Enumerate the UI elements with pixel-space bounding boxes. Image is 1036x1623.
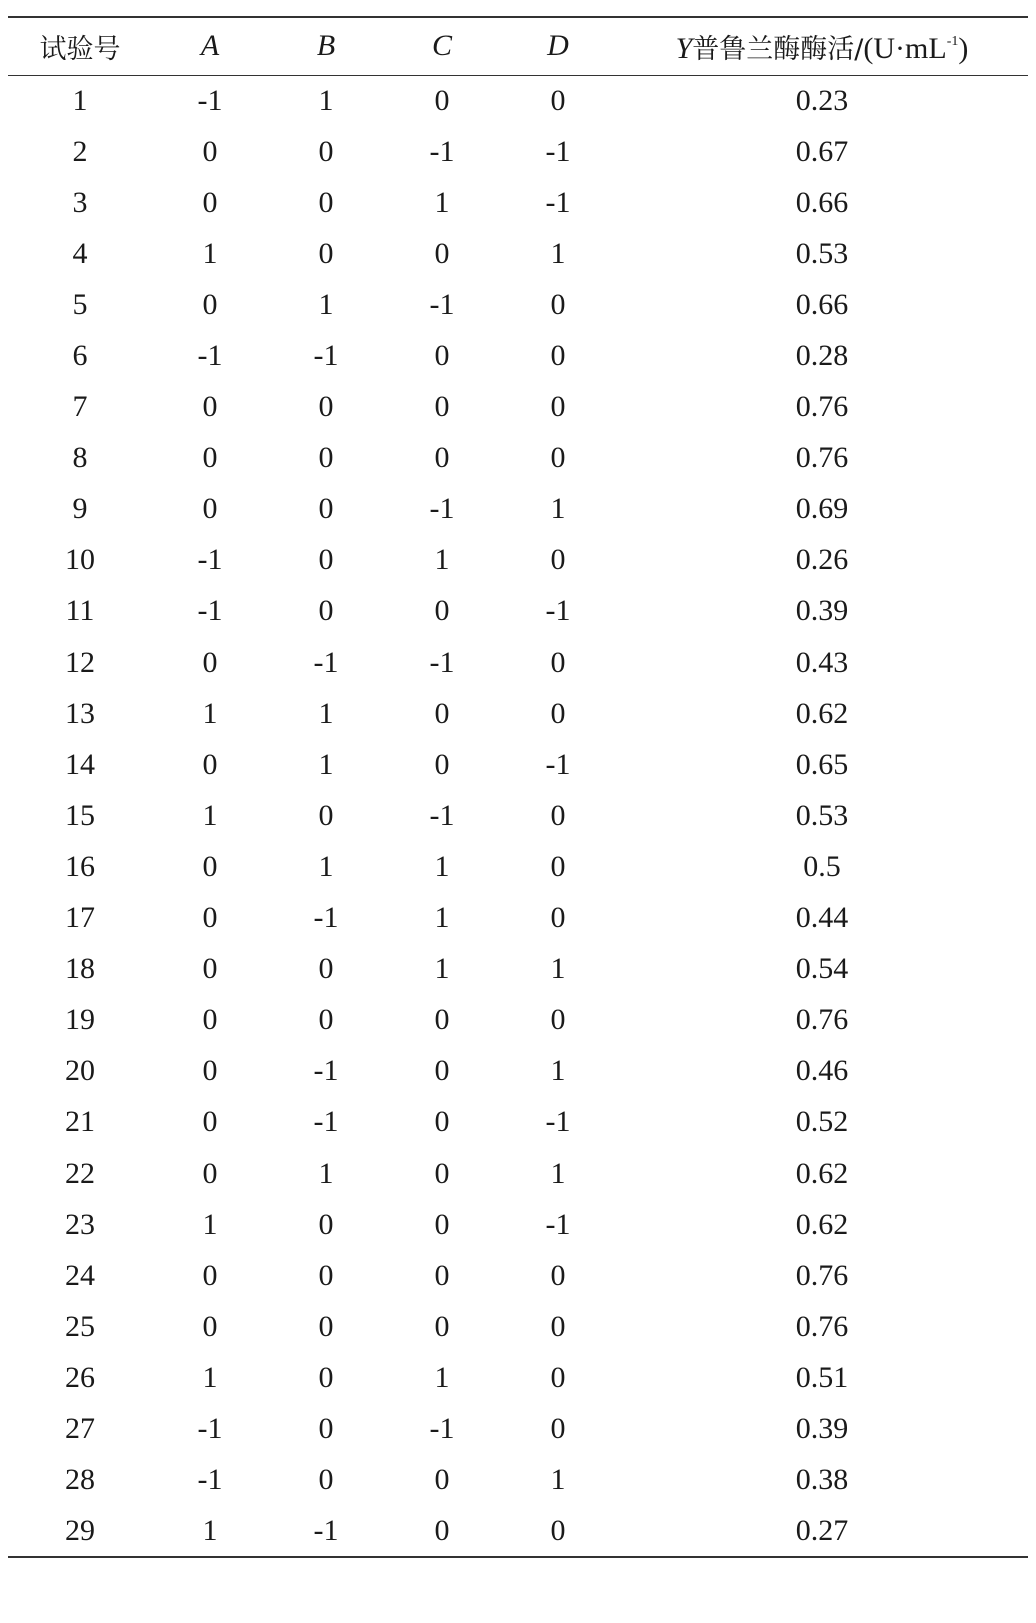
- cell-factor-a: 1: [202, 696, 218, 730]
- cell-factor-c: 0: [434, 339, 450, 373]
- cell-factor-b: 0: [318, 134, 334, 168]
- cell-factor-b: 0: [318, 390, 334, 424]
- cell-factor-d: 0: [550, 798, 566, 832]
- header-factor-a-label: A: [200, 29, 220, 63]
- cell-enzyme-activity: 0.62: [795, 1156, 849, 1190]
- header-y-unit-close: ): [958, 31, 969, 65]
- table-row: [8, 893, 1028, 944]
- cell-factor-d: 0: [550, 1003, 566, 1037]
- cell-enzyme-activity: 0.76: [795, 441, 849, 475]
- table-row: [8, 1250, 1028, 1301]
- cell-factor-c: 1: [434, 901, 450, 935]
- cell-factor-c: 0: [434, 441, 450, 475]
- cell-trial-number: 2: [72, 134, 88, 168]
- cell-factor-d: 1: [550, 1054, 566, 1088]
- cell-factor-d: 0: [550, 849, 566, 883]
- cell-factor-d: 0: [550, 1309, 566, 1343]
- cell-factor-d: 0: [550, 287, 566, 321]
- cell-trial-number: 8: [72, 441, 88, 475]
- cell-enzyme-activity: 0.66: [795, 185, 849, 219]
- cell-factor-c: 1: [434, 1360, 450, 1394]
- cell-factor-c: 0: [434, 1054, 450, 1088]
- cell-factor-a: 0: [202, 952, 218, 986]
- cell-factor-a: 0: [202, 492, 218, 526]
- cell-trial-number: 27: [65, 1411, 95, 1445]
- cell-enzyme-activity: 0.23: [795, 83, 849, 117]
- cell-factor-d: 0: [550, 441, 566, 475]
- cell-enzyme-activity: 0.66: [795, 287, 849, 321]
- cell-factor-b: 0: [318, 952, 334, 986]
- cell-factor-a: 0: [202, 1105, 218, 1139]
- cell-factor-a: 1: [202, 1513, 218, 1547]
- header-y-unit-open: (U·mL: [863, 31, 947, 65]
- cell-trial-number: 5: [72, 287, 88, 321]
- cell-trial-number: 17: [65, 901, 95, 935]
- cell-factor-a: 0: [202, 441, 218, 475]
- cell-trial-number: 6: [72, 339, 88, 373]
- cell-factor-d: 1: [550, 1463, 566, 1497]
- cell-enzyme-activity: 0.62: [795, 1207, 849, 1241]
- cell-trial-number: 24: [65, 1258, 95, 1292]
- cell-factor-c: 0: [434, 390, 450, 424]
- cell-trial-number: 1: [72, 83, 88, 117]
- cell-factor-a: 0: [202, 185, 218, 219]
- table-row: [8, 790, 1028, 841]
- cell-factor-d: 0: [550, 543, 566, 577]
- cell-factor-a: -1: [197, 594, 223, 628]
- cell-factor-c: 0: [434, 1105, 450, 1139]
- cell-factor-a: 0: [202, 1156, 218, 1190]
- cell-factor-c: 0: [434, 1309, 450, 1343]
- cell-factor-d: -1: [545, 594, 571, 628]
- cell-factor-a: -1: [197, 83, 223, 117]
- cell-factor-b: 0: [318, 441, 334, 475]
- cell-factor-d: 0: [550, 1258, 566, 1292]
- table-row: [8, 484, 1028, 535]
- cell-factor-b: 0: [318, 1360, 334, 1394]
- cell-factor-c: 0: [434, 1156, 450, 1190]
- cell-enzyme-activity: 0.26: [795, 543, 849, 577]
- table-row: [8, 841, 1028, 892]
- cell-enzyme-activity: 0.46: [795, 1054, 849, 1088]
- cell-factor-a: -1: [197, 543, 223, 577]
- cell-trial-number: 4: [72, 236, 88, 270]
- cell-trial-number: 23: [65, 1207, 95, 1241]
- header-factor-c: [384, 17, 500, 75]
- cell-factor-b: 1: [318, 83, 334, 117]
- cell-trial-number: 11: [65, 594, 95, 628]
- cell-factor-b: 0: [318, 1463, 334, 1497]
- table-row: [8, 1046, 1028, 1097]
- cell-factor-d: 0: [550, 339, 566, 373]
- table-row: [8, 330, 1028, 381]
- table-row: [8, 1352, 1028, 1403]
- cell-trial-number: 19: [65, 1003, 95, 1037]
- cell-enzyme-activity: 0.76: [795, 1258, 849, 1292]
- table-row: [8, 688, 1028, 739]
- header-trial-number: 试验号: [39, 33, 121, 65]
- cell-factor-a: 0: [202, 849, 218, 883]
- cell-factor-d: 0: [550, 1411, 566, 1445]
- cell-enzyme-activity: 0.38: [795, 1463, 849, 1497]
- table-row: [8, 1148, 1028, 1199]
- cell-factor-b: 0: [318, 594, 334, 628]
- cell-enzyme-activity: 0.27: [795, 1513, 849, 1547]
- cell-factor-c: 0: [434, 594, 450, 628]
- cell-factor-a: 0: [202, 1258, 218, 1292]
- table-row: [8, 535, 1028, 586]
- cell-factor-d: 0: [550, 1360, 566, 1394]
- header-factor-d: [500, 17, 616, 75]
- cell-trial-number: 16: [65, 849, 95, 883]
- cell-factor-b: -1: [313, 1513, 339, 1547]
- cell-factor-a: 0: [202, 901, 218, 935]
- cell-enzyme-activity: 0.76: [795, 390, 849, 424]
- cell-factor-a: 0: [202, 645, 218, 679]
- cell-factor-c: -1: [429, 1411, 455, 1445]
- cell-factor-b: 0: [318, 1207, 334, 1241]
- cell-trial-number: 28: [65, 1463, 95, 1497]
- cell-enzyme-activity: 0.51: [795, 1360, 849, 1394]
- cell-enzyme-activity: 0.43: [795, 645, 849, 679]
- cell-factor-a: 0: [202, 134, 218, 168]
- cell-factor-c: 0: [434, 1258, 450, 1292]
- cell-factor-c: 0: [434, 696, 450, 730]
- cell-factor-b: 1: [318, 747, 334, 781]
- cell-factor-c: 0: [434, 1513, 450, 1547]
- cell-enzyme-activity: 0.65: [795, 747, 849, 781]
- cell-factor-d: 1: [550, 236, 566, 270]
- cell-enzyme-activity: 0.69: [795, 492, 849, 526]
- cell-factor-c: 0: [434, 1463, 450, 1497]
- cell-factor-c: -1: [429, 492, 455, 526]
- experiment-design-table: [8, 16, 1028, 1558]
- cell-factor-b: -1: [313, 1105, 339, 1139]
- cell-factor-d: 0: [550, 1513, 566, 1547]
- cell-factor-d: 0: [550, 83, 566, 117]
- cell-enzyme-activity: 0.53: [795, 798, 849, 832]
- cell-factor-a: -1: [197, 1463, 223, 1497]
- cell-trial-number: 20: [65, 1054, 95, 1088]
- table-row: [8, 1301, 1028, 1352]
- cell-factor-a: 0: [202, 747, 218, 781]
- table-row: [8, 433, 1028, 484]
- header-y-label: 普鲁兰酶酶活/: [692, 33, 864, 65]
- cell-factor-b: -1: [313, 645, 339, 679]
- cell-trial-number: 18: [65, 952, 95, 986]
- cell-factor-b: 0: [318, 236, 334, 270]
- header-factor-d-label: D: [547, 29, 569, 63]
- cell-factor-c: 0: [434, 1003, 450, 1037]
- cell-trial-number: 7: [72, 390, 88, 424]
- cell-factor-d: -1: [545, 185, 571, 219]
- header-row: [8, 17, 1028, 75]
- cell-factor-b: 0: [318, 1003, 334, 1037]
- cell-enzyme-activity: 0.62: [795, 696, 849, 730]
- cell-factor-c: -1: [429, 645, 455, 679]
- cell-factor-c: 1: [434, 952, 450, 986]
- cell-factor-a: 1: [202, 1207, 218, 1241]
- cell-enzyme-activity: 0.39: [795, 1411, 849, 1445]
- cell-enzyme-activity: 0.28: [795, 339, 849, 373]
- table-row: [8, 637, 1028, 688]
- cell-trial-number: 14: [65, 747, 95, 781]
- cell-factor-d: -1: [545, 1105, 571, 1139]
- cell-enzyme-activity: 0.76: [795, 1309, 849, 1343]
- table-row: [8, 739, 1028, 790]
- table-row: [8, 126, 1028, 177]
- cell-factor-b: 0: [318, 1411, 334, 1445]
- cell-factor-c: 0: [434, 236, 450, 270]
- cell-factor-a: 1: [202, 1360, 218, 1394]
- cell-factor-b: 0: [318, 798, 334, 832]
- cell-factor-a: 0: [202, 390, 218, 424]
- cell-factor-a: -1: [197, 339, 223, 373]
- cell-factor-b: -1: [313, 339, 339, 373]
- table-row: [8, 944, 1028, 995]
- cell-factor-d: -1: [545, 1207, 571, 1241]
- table-row: [8, 586, 1028, 637]
- cell-factor-b: 0: [318, 185, 334, 219]
- cell-factor-b: -1: [313, 901, 339, 935]
- cell-enzyme-activity: 0.5: [803, 849, 841, 883]
- cell-enzyme-activity: 0.53: [795, 236, 849, 270]
- cell-factor-d: 1: [550, 952, 566, 986]
- cell-enzyme-activity: 0.44: [795, 901, 849, 935]
- table-row: [8, 279, 1028, 330]
- cell-factor-b: -1: [313, 1054, 339, 1088]
- table-row: [8, 1506, 1028, 1557]
- header-response-y: [616, 17, 1028, 75]
- cell-trial-number: 10: [65, 543, 95, 577]
- cell-factor-d: 0: [550, 645, 566, 679]
- header-factor-b-label: B: [316, 29, 336, 63]
- header-factor-b: [268, 17, 384, 75]
- table-row: [8, 1403, 1028, 1454]
- cell-factor-b: 1: [318, 287, 334, 321]
- cell-factor-c: -1: [429, 798, 455, 832]
- cell-factor-a: 0: [202, 287, 218, 321]
- cell-enzyme-activity: 0.52: [795, 1105, 849, 1139]
- cell-factor-a: -1: [197, 1411, 223, 1445]
- cell-factor-c: -1: [429, 287, 455, 321]
- cell-factor-b: 1: [318, 849, 334, 883]
- cell-trial-number: 21: [65, 1105, 95, 1139]
- cell-trial-number: 13: [65, 696, 95, 730]
- cell-factor-b: 0: [318, 492, 334, 526]
- cell-factor-d: -1: [545, 747, 571, 781]
- cell-trial-number: 15: [65, 798, 95, 832]
- cell-factor-d: 1: [550, 1156, 566, 1190]
- cell-factor-d: 1: [550, 492, 566, 526]
- cell-enzyme-activity: 0.67: [795, 134, 849, 168]
- cell-factor-c: 1: [434, 849, 450, 883]
- table-row: [8, 177, 1028, 228]
- table-row: [8, 382, 1028, 433]
- cell-factor-c: 0: [434, 747, 450, 781]
- table-header: [8, 17, 1028, 75]
- table-row: [8, 1199, 1028, 1250]
- cell-trial-number: 22: [65, 1156, 95, 1190]
- cell-factor-a: 0: [202, 1054, 218, 1088]
- cell-factor-b: 0: [318, 1258, 334, 1292]
- table-row: [8, 1097, 1028, 1148]
- cell-factor-d: 0: [550, 390, 566, 424]
- cell-factor-d: 0: [550, 696, 566, 730]
- cell-factor-a: 0: [202, 1309, 218, 1343]
- table-row: [8, 75, 1028, 126]
- cell-factor-d: 0: [550, 901, 566, 935]
- cell-factor-a: 1: [202, 798, 218, 832]
- cell-factor-a: 1: [202, 236, 218, 270]
- cell-factor-c: -1: [429, 134, 455, 168]
- header-y-letter: Y: [675, 31, 693, 65]
- cell-factor-a: 0: [202, 1003, 218, 1037]
- cell-trial-number: 12: [65, 645, 95, 679]
- cell-factor-c: 0: [434, 83, 450, 117]
- cell-trial-number: 25: [65, 1309, 95, 1343]
- cell-factor-d: -1: [545, 134, 571, 168]
- header-factor-a: [152, 17, 268, 75]
- cell-trial-number: 3: [72, 185, 88, 219]
- cell-factor-b: 1: [318, 1156, 334, 1190]
- table-body: [8, 75, 1028, 1557]
- cell-factor-c: 1: [434, 543, 450, 577]
- cell-trial-number: 29: [65, 1513, 95, 1547]
- cell-factor-b: 0: [318, 1309, 334, 1343]
- table-row: [8, 1455, 1028, 1506]
- cell-enzyme-activity: 0.39: [795, 594, 849, 628]
- table-row: [8, 228, 1028, 279]
- cell-enzyme-activity: 0.54: [795, 952, 849, 986]
- cell-trial-number: 26: [65, 1360, 95, 1394]
- cell-factor-c: 1: [434, 185, 450, 219]
- table-row: [8, 995, 1028, 1046]
- cell-trial-number: 9: [72, 492, 88, 526]
- header-y-unit-sup: -1: [946, 33, 959, 49]
- header-factor-c-label: C: [431, 29, 452, 63]
- cell-factor-c: 0: [434, 1207, 450, 1241]
- cell-enzyme-activity: 0.76: [795, 1003, 849, 1037]
- cell-factor-b: 0: [318, 543, 334, 577]
- cell-factor-b: 1: [318, 696, 334, 730]
